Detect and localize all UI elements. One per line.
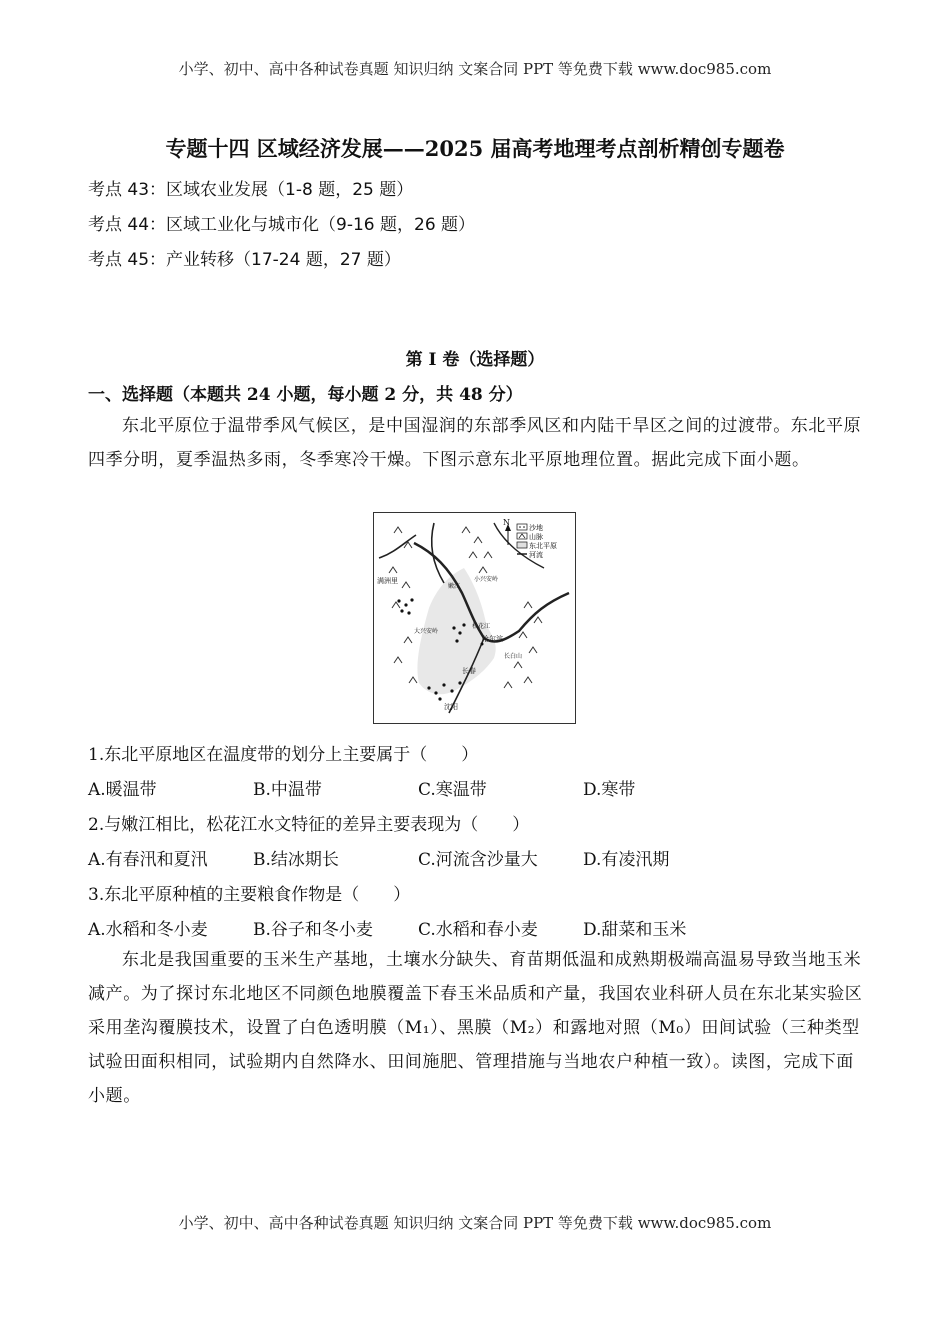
q3-option-c[interactable]: C.水稻和春小麦 [418, 920, 538, 940]
map-drawing [374, 513, 574, 722]
q2-option-a[interactable]: A.有春汛和夏汛 [88, 850, 208, 870]
nen-river [432, 523, 444, 583]
map-legend [517, 523, 557, 559]
question-2-stem: 2.与嫩江相比，松花江水文特征的差异主要表现为（ ） [88, 815, 530, 835]
label-changbaishan: 长白山 [504, 653, 523, 660]
q2-option-c[interactable]: C.河流含沙量大 [418, 850, 538, 870]
label-daxinganling: 大兴安岭 [414, 628, 439, 635]
q1-option-d[interactable]: D.寒带 [583, 780, 636, 800]
question-3-stem: 3.东北平原种植的主要粮食作物是（ ） [88, 885, 411, 905]
q3-option-b[interactable]: B.谷子和冬小麦 [253, 920, 373, 940]
q3-option-d[interactable]: D.甜菜和玉米 [583, 920, 687, 940]
northeast-plain-map [373, 512, 576, 724]
kaodian-45: 考点 45：产业转移（17-24 题，27 题） [88, 250, 401, 270]
q1-option-a[interactable]: A.暖温带 [88, 780, 157, 800]
q3-option-a[interactable]: A.水稻和冬小麦 [88, 920, 208, 940]
legend-mountain: 山脉 [529, 533, 543, 541]
place-manzhouli: 满洲里 [377, 577, 398, 585]
passage-1: 东北平原位于温带季风气候区，是中国湿润的东部季风区和内陆干旱区之间的过渡带。东北平原四季分明，夏季温热多雨，冬季寒冷干燥。下图示意东北平原地理位置。据此完成下面小题。 [88, 416, 862, 470]
q1-option-c[interactable]: C.寒温带 [418, 780, 487, 800]
north-label: N [503, 518, 510, 527]
section-title: 一、选择题（本题共 24 小题，每小题 2 分，共 48 分） [88, 385, 523, 405]
q2-option-d[interactable]: D.有凌汛期 [583, 850, 670, 870]
footer-note: 小学、初中、高中各种试卷真题 知识归纳 文案合同 PPT 等免费下载 www.doc985.com [178, 1214, 772, 1232]
q1-option-b[interactable]: B.中温带 [253, 780, 322, 800]
q2-option-b[interactable]: B.结冰期长 [253, 850, 339, 870]
header-note: 小学、初中、高中各种试卷真题 知识归纳 文案合同 PPT 等免费下载 www.doc985.com [178, 60, 772, 78]
legend-sand: 沙地 [529, 524, 543, 532]
label-songhua: 松花江 [472, 623, 491, 630]
place-changchun: 长春 [462, 667, 476, 675]
north-arrow-icon [505, 524, 511, 545]
place-shenyang: 沈阳 [444, 703, 458, 711]
kaodian-44: 考点 44：区域工业化与城市化（9-16 题，26 题） [88, 215, 476, 235]
place-harbin: 哈尔滨 [482, 635, 503, 643]
passage-2: 东北是我国重要的玉米生产基地，土壤水分缺失、育苗期低温和成熟期极端高温易导致当地玉米减产。为了探讨东北地区不同颜色地膜覆盖下春玉米品质和产量，我国农业科研人员在东北某实验区采用垄沟覆膜技术，设置了白色透明膜（M₁）、黑膜（M₂）和露地对照（M₀）田间试验（三种类型试验田面积相同，试验期内自然降水、田间施肥、管理措施与当地农户种植一致）。读图，完成下面小题。 [88, 950, 863, 1106]
page-title: 专题十四 区域经济发展——2025 届高考地理考点剖析精创专题卷 [165, 136, 785, 161]
label-xiaoxinganling: 小兴安岭 [474, 576, 499, 583]
question-1-stem: 1.东北平原地区在温度带的划分上主要属于（ ） [88, 745, 479, 765]
label-nenjiang: 嫩江 [448, 583, 461, 590]
legend-plain: 东北平原 [529, 542, 557, 550]
legend-river: 河流 [529, 551, 543, 559]
kaodian-43: 考点 43：区域农业发展（1-8 题，25 题） [88, 180, 414, 200]
volume-title: 第 I 卷（选择题） [405, 350, 545, 370]
